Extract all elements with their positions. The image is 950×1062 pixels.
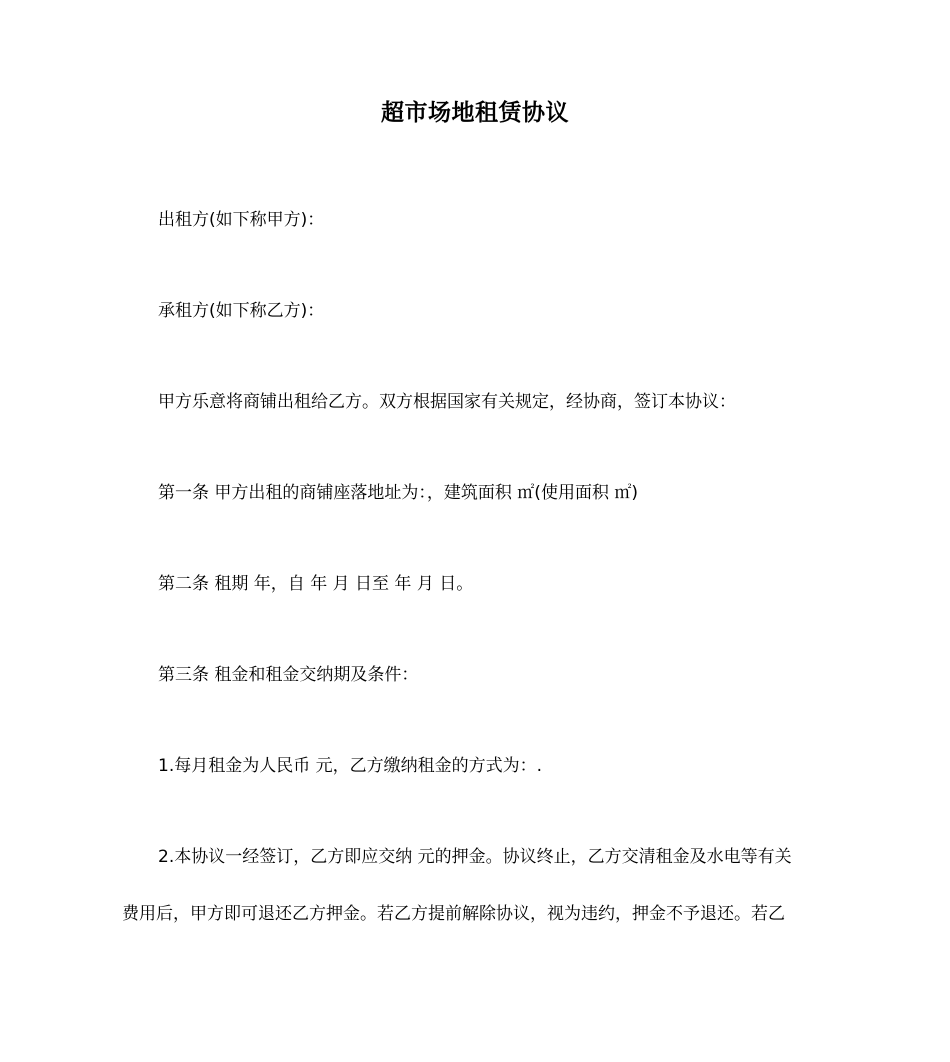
document-title: 超市场地租赁协议 xyxy=(381,100,569,126)
clause-2-paragraph-line-1: 2.本协议一经签订，乙方即应交纳 元的押金。协议终止，乙方交清租金及水电等有关 xyxy=(158,847,792,867)
article-3-paragraph: 第三条 租金和租金交纳期及条件： xyxy=(158,665,419,685)
clause-2-paragraph-line-2: 费用后，甲方即可退还乙方押金。若乙方提前解除协议，视为违约，押金不予退还。若乙 xyxy=(122,904,785,924)
preamble-paragraph: 甲方乐意将商铺出租给乙方。双方根据国家有关规定，经协商，签订本协议： xyxy=(158,392,736,412)
article-1-paragraph: 第一条 甲方出租的商铺座落地址为：，建筑面积 ㎡(使用面积 ㎡) xyxy=(158,483,638,503)
lessor-line: 出租方(如下称甲方)： xyxy=(158,210,325,230)
lessee-line: 承租方(如下称乙方)： xyxy=(158,301,325,321)
article-2-paragraph: 第二条 租期 年，自 年 月 日至 年 月 日。 xyxy=(158,574,474,594)
clause-1-paragraph: 1.每月租金为人民币 元，乙方缴纳租金的方式为：. xyxy=(158,756,543,776)
